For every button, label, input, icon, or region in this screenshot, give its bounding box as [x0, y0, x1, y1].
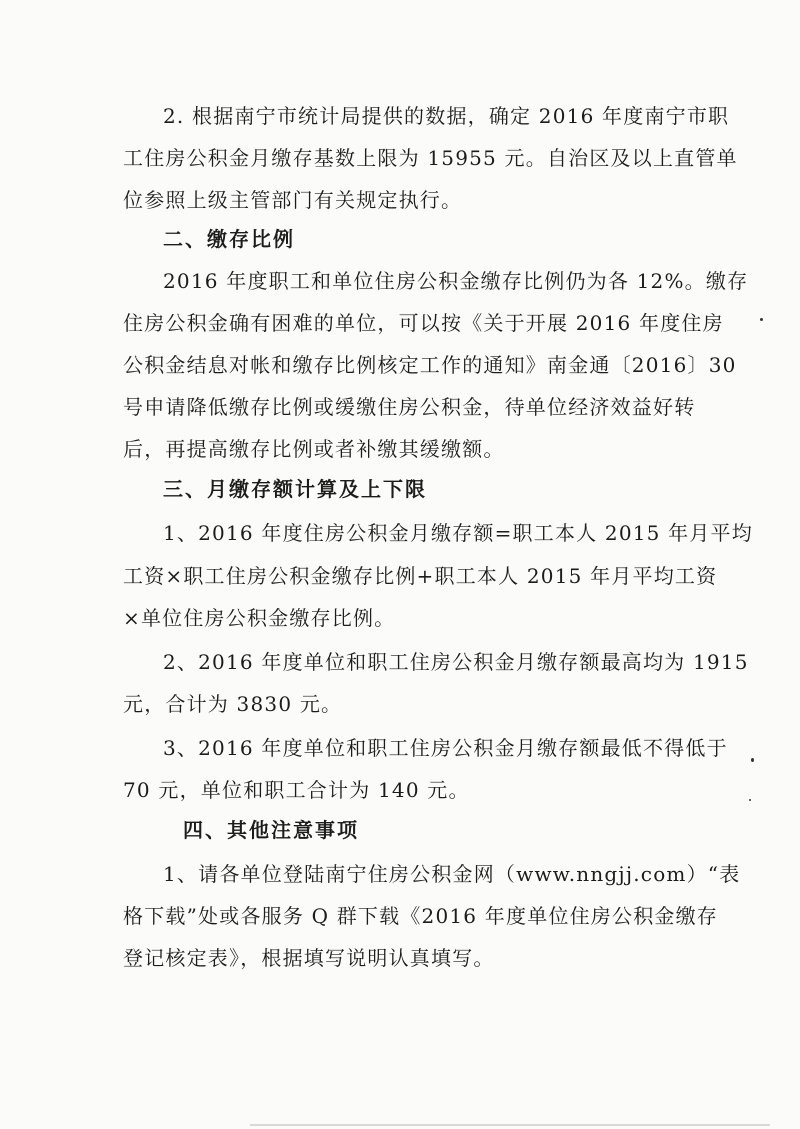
paragraph-line: 3、2016 年度单位和职工住房公积金月缴存额最低不得低于	[163, 736, 728, 760]
paragraph-line: 工住房公积金月缴存基数上限为 15955 元。自治区及以上直管单	[123, 146, 738, 170]
paragraph-line: 1、请各单位登陆南宁住房公积金网（www.nngjj.com）“表	[163, 862, 741, 886]
paragraph-line: 公积金结息对帐和缴存比例核定工作的通知》南金通〔2016〕30	[123, 353, 737, 377]
paragraph-line: 格下载”处或各服务 Q 群下载《2016 年度单位住房公积金缴存	[123, 904, 718, 928]
paragraph-line: 后，再提高缴存比例或者补缴其缓缴额。	[123, 437, 505, 461]
paragraph-line: 登记核定表》，根据填写说明认真填写。	[123, 946, 495, 970]
paragraph-line: 2016 年度职工和单位住房公积金缴存比例仍为各 12%。缴存	[163, 269, 749, 293]
paragraph-line: 70 元，单位和职工合计为 140 元。	[123, 778, 470, 802]
paragraph-line: 号申请降低缴存比例或缓缴住房公积金，待单位经济效益好转	[123, 395, 696, 419]
paragraph-line: 元，合计为 3830 元。	[123, 692, 343, 716]
scan-speck	[760, 318, 763, 321]
paragraph-line: 2、2016 年度单位和职工住房公积金月缴存额最高均为 1915	[163, 650, 749, 674]
scan-speck	[749, 799, 751, 801]
scan-speck	[751, 758, 754, 762]
scan-edge-line	[250, 1124, 770, 1126]
paragraph-line: 位参照上级主管部门有关规定执行。	[123, 188, 463, 212]
section-heading: 二、缴存比例	[163, 227, 295, 251]
paragraph-line: 1、2016 年度住房公积金月缴存额=职工本人 2015 年月平均	[163, 521, 753, 545]
paragraph-line: 工资×职工住房公积金缴存比例+职工本人 2015 年月平均工资	[123, 564, 718, 588]
paragraph-line: ×单位住房公积金缴存比例。	[123, 606, 396, 630]
paragraph-line: 2. 根据南宁市统计局提供的数据，确定 2016 年度南宁市职	[163, 104, 730, 128]
paragraph-line: 住房公积金确有困难的单位，可以按《关于开展 2016 年度住房	[123, 311, 724, 335]
section-heading: 四、其他注意事项	[183, 818, 359, 842]
section-heading: 三、月缴存额计算及上下限	[163, 477, 427, 501]
